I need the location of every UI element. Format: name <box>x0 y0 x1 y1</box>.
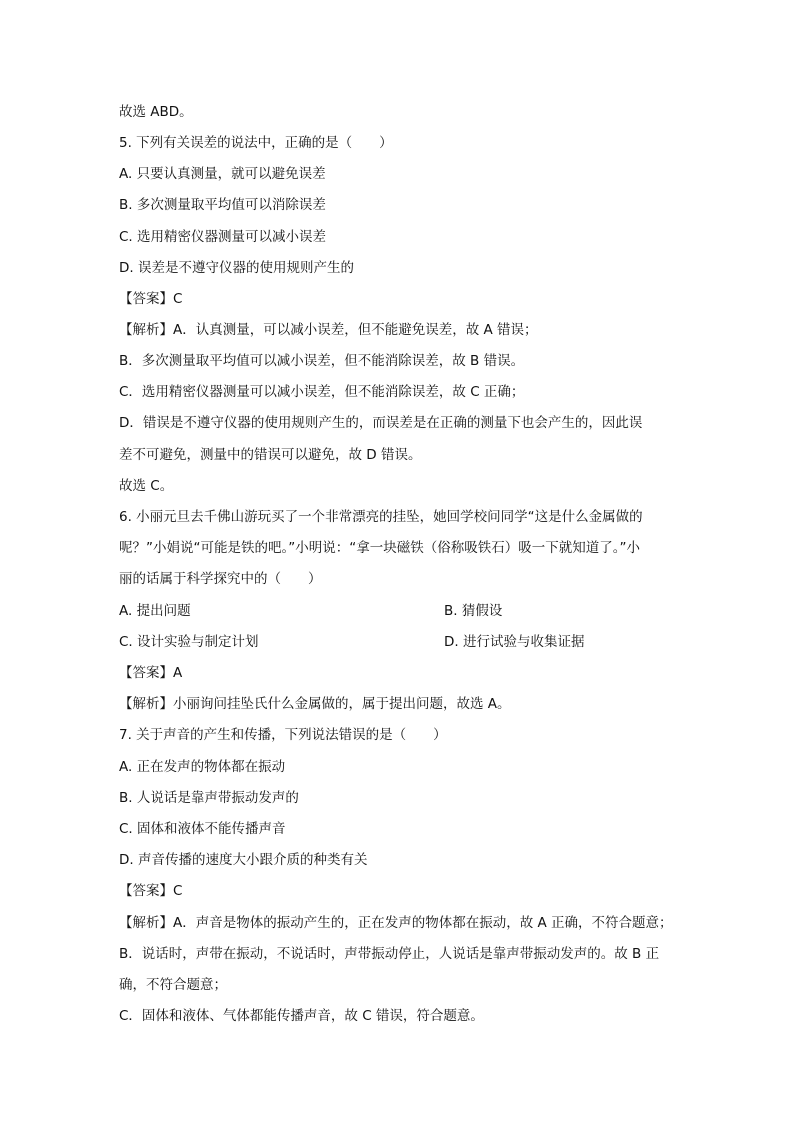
question-6-stem-3: 丽的话属于科学探究中的（ ） <box>119 571 322 587</box>
q7-option-d: D. 声音传播的速度大小跟介质的种类有关 <box>119 852 368 868</box>
q7-option-c: C. 固体和液体不能传播声音 <box>119 821 286 837</box>
q6-analysis: 【解析】小丽询问挂坠氏什么金属做的，属于提出问题，故选 A。 <box>119 696 511 712</box>
q5-answer: 【答案】C <box>119 291 183 307</box>
q5-option-a: A. 只要认真测量，就可以避免误差 <box>119 166 326 182</box>
question-6-stem-2: 呢？”小娟说“可能是铁的吧。”小明说：“拿一块磁铁（俗称吸铁石）吸一下就知道了。”小 <box>119 540 640 556</box>
q7-option-b: B. 人说话是靠声带振动发声的 <box>119 790 299 806</box>
q5-option-d: D. 误差是不遵守仪器的使用规则产生的 <box>119 260 354 276</box>
q5-analysis-a: 【解析】A．认真测量，可以减小误差，但不能避免误差，故 A 错误； <box>119 322 538 338</box>
q7-analysis-c: C．固体和液体、气体都能传播声音，故 C 错误，符合题意。 <box>119 1008 484 1024</box>
q7-analysis-b: B．说话时，声带在振动，不说话时，声带振动停止，人说话是靠声带振动发声的。故 B 正 <box>119 946 660 962</box>
q6-option-d: D. 进行试验与收集证据 <box>444 634 585 650</box>
q5-analysis-b: B．多次测量取平均值可以减小误差，但不能消除误差，故 B 错误。 <box>119 353 525 369</box>
q6-answer: 【答案】A <box>119 665 183 681</box>
q6-option-a: A. 提出问题 <box>119 603 191 619</box>
q7-answer: 【答案】C <box>119 883 183 899</box>
q5-conclusion: 故选 C。 <box>119 478 174 494</box>
q5-analysis-c: C．选用精密仪器测量可以减小误差，但不能消除误差，故 C 正确； <box>119 384 525 400</box>
q6-option-b: B. 猜假设 <box>444 603 503 619</box>
q5-option-c: C. 选用精密仪器测量可以减小误差 <box>119 229 327 245</box>
q6-option-c: C. 设计实验与制定计划 <box>119 634 259 650</box>
q5-option-b: B. 多次测量取平均值可以消除误差 <box>119 197 326 213</box>
q7-analysis-a: 【解析】A．声音是物体的振动产生的，正在发声的物体都在振动，故 A 正确，不符合题意； <box>119 915 673 931</box>
question-7-stem: 7. 关于声音的产生和传播，下列说法错误的是（ ） <box>119 727 447 743</box>
conclusion-prev: 故选 ABD。 <box>119 104 193 120</box>
q7-option-a: A. 正在发声的物体都在振动 <box>119 759 286 775</box>
q7-analysis-b-cont: 确，不符合题意； <box>119 977 227 993</box>
q5-analysis-d: D．错误是不遵守仪器的使用规则产生的，而误差是在正确的测量下也会产生的，因此误 <box>119 415 643 431</box>
question-6-stem: 6. 小丽元旦去千佛山游玩买了一个非常漂亮的挂坠，她回学校问同学“这是什么金属做的 <box>119 509 643 525</box>
question-5-stem: 5. 下列有关误差的说法中，正确的是（ ） <box>119 135 393 151</box>
q5-analysis-d-cont: 差不可避免，测量中的错误可以避免，故 D 错误。 <box>119 447 422 463</box>
